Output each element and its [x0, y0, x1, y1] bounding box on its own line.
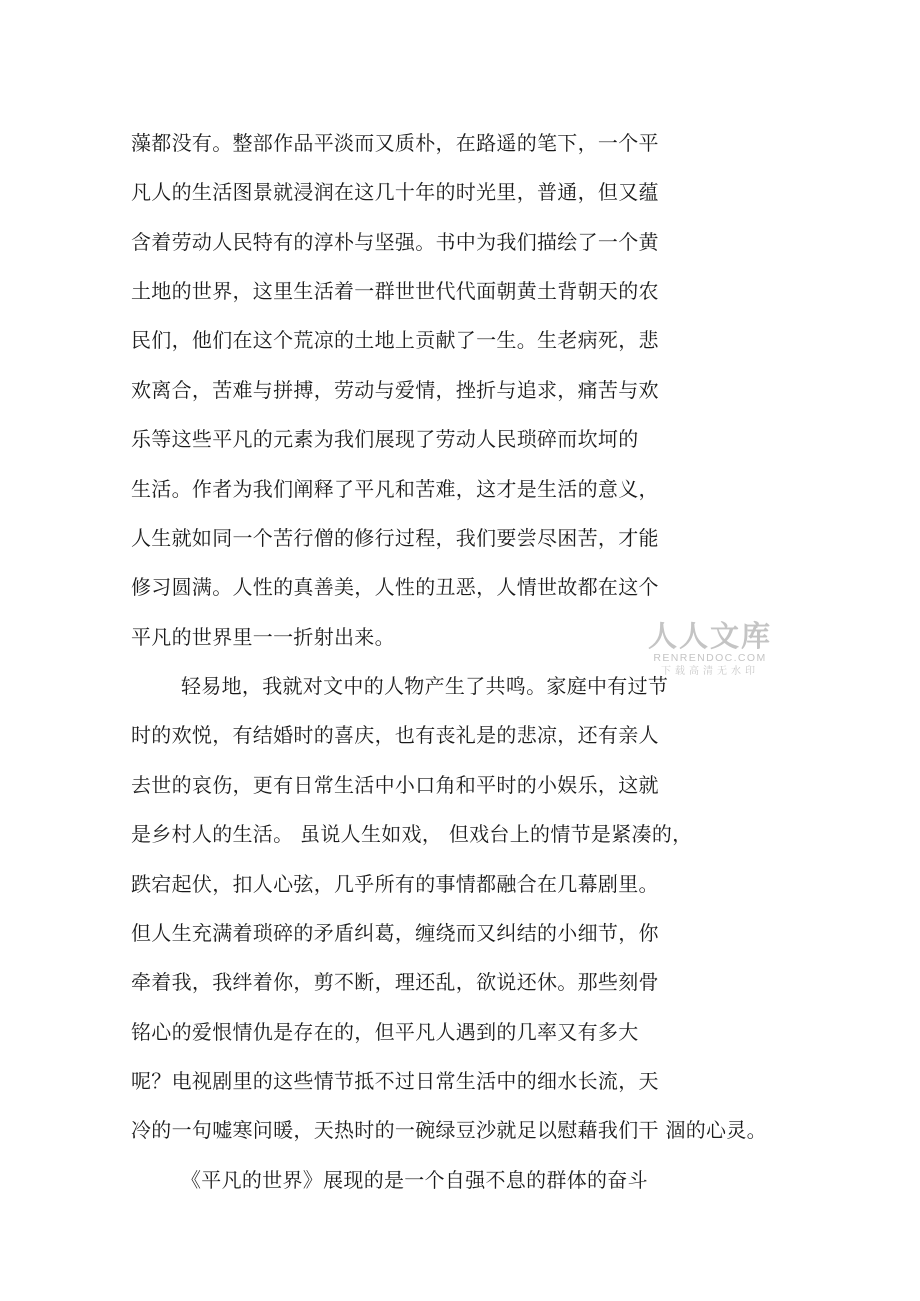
text-line: 铭心的爱恨情仇是存在的，但平凡人遇到的几率又有多大	[131, 1020, 639, 1044]
watermark-url: RENRENDOC.COM	[653, 652, 767, 664]
text-line: 呢？电视剧里的这些情节抵不过日常生活中的细水长流，天	[131, 1069, 659, 1093]
text-line: 土地的世界，这里生活着一群世世代代面朝黄土背朝天的农	[131, 279, 659, 303]
paragraph-first-line: 轻易地，我就对文中的人物产生了共鸣。家庭中有过节	[181, 674, 669, 698]
watermark-logo	[648, 620, 772, 679]
text-line: 但人生充满着琐碎的矛盾纠葛，缠绕而又纠结的小细节，你	[131, 921, 659, 945]
text-line: 民们，他们在这个荒凉的土地上贡献了一生。生老病死，悲	[131, 328, 659, 352]
text-line: 去世的哀伤，更有日常生活中小口角和平时的小娱乐，这就	[131, 773, 659, 797]
text-line: 含着劳动人民特有的淳朴与坚强。书中为我们描绘了一个黄	[131, 230, 659, 254]
text-line: 修习圆满。人性的真善美，人性的丑恶，人情世故都在这个	[131, 575, 659, 599]
text-line: 牵着我，我绊着你，剪不断，理还乱，欲说还休。那些刻骨	[131, 970, 659, 994]
watermark-subtitle: 下载高清无水印	[661, 666, 759, 677]
text-line: 冷的一句嘘寒问暖，天热时的一碗绿豆沙就足以慰藉我们干 涸的心灵。	[131, 1118, 767, 1142]
text-line: 生活。作者为我们阐释了平凡和苦难，这才是生活的意义，	[131, 477, 659, 501]
text-line: 跌宕起伏，扣人心弦，几乎所有的事情都融合在几幕剧里。	[131, 872, 659, 896]
watermark-title: 人人文库	[648, 619, 773, 653]
text-line: 时的欢悦，有结婚时的喜庆，也有丧礼是的悲凉，还有亲人	[131, 723, 659, 747]
text-line: 藻都没有。整部作品平淡而又质朴，在路遥的笔下，一个平	[131, 131, 659, 155]
text-line: 乐等这些平凡的元素为我们展现了劳动人民琐碎而坎坷的	[131, 427, 639, 451]
text-line: 凡人的生活图景就浸润在这几十年的时光里，普通，但又蕴	[131, 180, 659, 204]
text-line: 人生就如同一个苦行僧的修行过程，我们要尝尽困苦，才能	[131, 526, 659, 550]
text-line: 平凡的世界里一一折射出来。	[131, 625, 395, 649]
text-line: 是乡村人的生活。 虽说人生如戏， 但戏台上的情节是紧凑的，	[131, 822, 693, 846]
paragraph-first-line: 《平凡的世界》展现的是一个自强不息的群体的奋斗	[181, 1168, 648, 1192]
text-line: 欢离合，苦难与拼搏，劳动与爱情，挫折与追求，痛苦与欢	[131, 378, 659, 402]
